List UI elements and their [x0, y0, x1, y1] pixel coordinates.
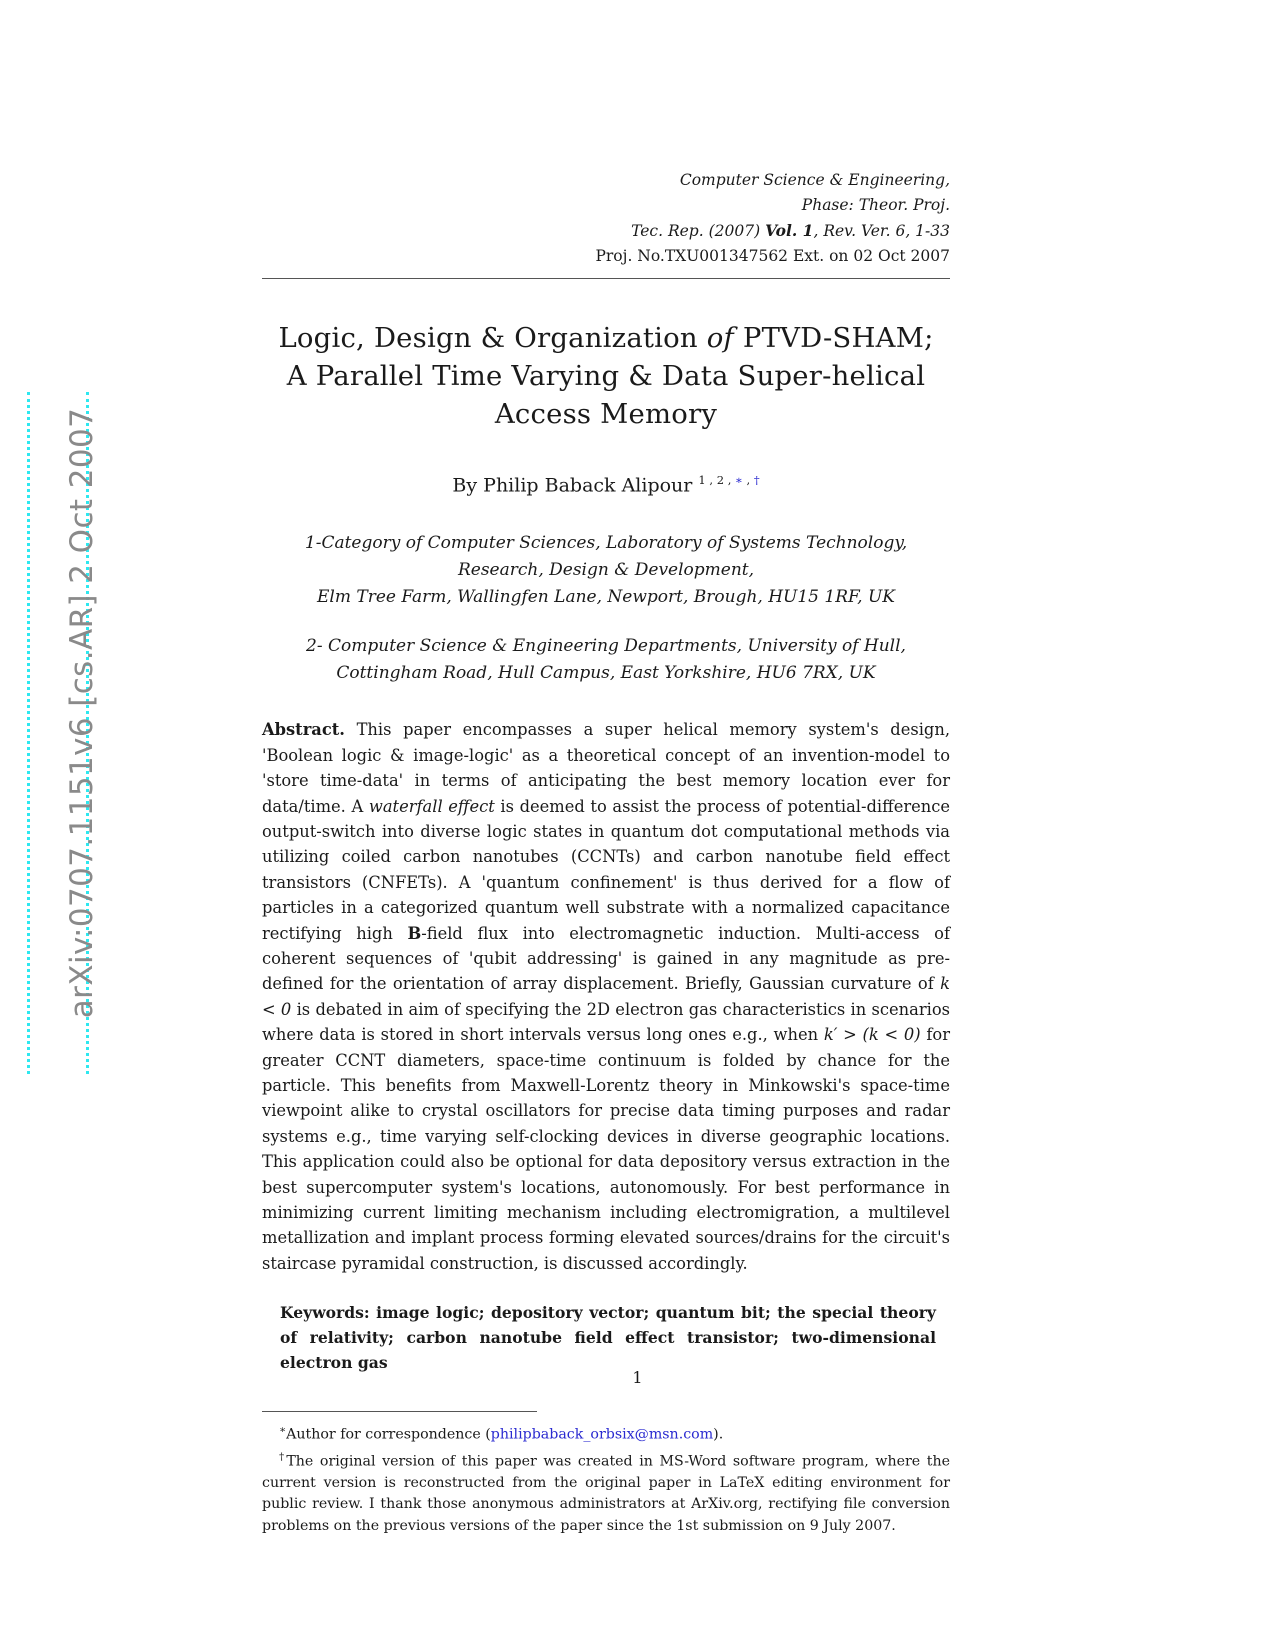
- footnote-version-note-text: The original version of this paper was created in MS-Word software program, where the current version is reconstructed from the original paper in LaTeX editing environment for public review. I thank those anonymous administrators at ArXiv.org, rectifying file conversion problems on the previous versions of the paper since the 1st submission on 9 July 2007.: [262, 1453, 950, 1534]
- author-footnote-marker-asterisk[interactable]: ∗: [735, 473, 743, 487]
- title-part-b: PTVD-SHAM;: [733, 322, 934, 354]
- affiliation-1-line-2: Research, Design & Development,: [457, 560, 755, 581]
- arxiv-stamp: [0, 390, 100, 1080]
- title-line-1: [278, 322, 933, 354]
- arxiv-identifier-text: arXiv:0707.1151v6 [cs.AR] 2 Oct 2007: [64, 407, 100, 1019]
- abstract-text-3: -field flux into electromagnetic induction. Multi-access of coherent sequences of 'qubit addressing' is gained in any magnitude as pre-defined for the orientation of array displacement. Briefly, Gaussian curvature of: [262, 923, 950, 994]
- abstract-text-2: is deemed to assist the process of potential-difference output-switch into diverse logic states in quantum dot computational methods via utilizing coiled carbon nanotubes (CCNTs) and carbon nanotube field effect transistors (CNFETs). A 'quantum confinement' is thus derived for a flow of particles in a categorized quantum well substrate with a normalized capacitance rectifying high: [262, 796, 950, 943]
- author-affil-marker-1: 1: [698, 473, 706, 487]
- abstract-section: [262, 717, 950, 1276]
- affiliation-2-line-1: 2- Computer Science & Engineering Departments, University of Hull,: [306, 636, 906, 657]
- abstract-math-k-negative: k < 0: [262, 974, 950, 1019]
- abstract-text-4: is debated in aim of specifying the 2D electron gas characteristics in scenarios where data is stored in short intervals versus long ones e.g., when: [262, 999, 950, 1045]
- journal-volume: Vol. 1: [765, 221, 814, 240]
- abstract-math-k-prime: k′ > (k < 0): [823, 1025, 921, 1045]
- abstract-bold-b-field: B: [407, 923, 422, 943]
- affiliation-2: [262, 633, 950, 687]
- keywords-line: Keywords: image logic; depository vector; quantum bit; the special theory of relativity; carbon nanotube field effect transistor; two-dimensional electron gas: [280, 1303, 936, 1373]
- footnote-version-note: [262, 1447, 950, 1538]
- footnotes-section: [262, 1420, 950, 1537]
- abstract-text-5: for greater CCNT diameters, space-time continuum is folded by chance for the particle. This benefits from Maxwell-Lorentz theory in Minkowski's space-time viewpoint alike to crystal oscillators for precise data timing purposes and radar systems e.g., time varying self-clocking devices in diverse geographic locations. This application could also be optional for data depository versus extraction in the best supercomputer system's locations, autonomously. For best performance in minimizing current limiting mechanism including electromigration, a multilevel metallization and implant process forming elevated sources/drains for the circuit's staircase pyramidal construction, is discussed accordingly.: [262, 1025, 950, 1273]
- stamp-dotted-line-left: [27, 392, 30, 1074]
- affiliation-1-line-3: Elm Tree Farm, Wallingfen Lane, Newport, Brough, HU15 1RF, UK: [316, 587, 895, 608]
- journal-project-number: Proj. No.TXU001347562 Ext. on 02 Oct 2007: [595, 247, 950, 265]
- abstract-italic-waterfall-effect: waterfall effect: [368, 796, 495, 816]
- author-marker-sep-2: ,: [724, 473, 736, 487]
- author-footnote-marker-dagger[interactable]: †: [753, 473, 760, 487]
- title-line-3: Access Memory: [494, 398, 718, 430]
- affiliation-1: [262, 530, 950, 611]
- footnote-correspondence: [262, 1420, 950, 1446]
- title-part-a: Logic, Design & Organization: [278, 322, 707, 354]
- journal-header-line-3: [262, 218, 950, 244]
- affiliation-1-line-1: 1-Category of Computer Sciences, Laboratory of Systems Technology,: [304, 533, 908, 554]
- author-name: By Philip Baback Alipour: [452, 474, 699, 497]
- abstract-text-1: This paper encompasses a super helical memory system's design, 'Boolean logic & image-logic' as a theoretical concept of an invention-model to 'store time-data' in terms of anticipating the best memory location ever for data/time. A: [262, 720, 950, 816]
- footnote-divider: [262, 1411, 537, 1412]
- footnote-correspondence-close: ).: [713, 1427, 724, 1443]
- page-title: [262, 319, 950, 433]
- journal-header-line-1: Computer Science & Engineering,: [679, 171, 950, 189]
- journal-volume-suffix: , Rev. Ver. 6, 1-33: [813, 222, 950, 240]
- footnote-marker-asterisk: ∗: [279, 1424, 287, 1437]
- page-number: 1: [632, 1368, 643, 1387]
- author-line: [262, 473, 950, 496]
- affiliation-2-line-2: Cottingham Road, Hull Campus, East Yorkshire, HU6 7RX, UK: [336, 663, 876, 684]
- author-marker-sep-1: ,: [705, 473, 717, 487]
- page-content: [262, 0, 950, 1537]
- title-part-of: of: [706, 322, 734, 354]
- author-marker-sep-3: ,: [742, 473, 754, 487]
- author-email-link[interactable]: philipbaback_orbsix@msn.com: [490, 1427, 714, 1443]
- footnote-marker-dagger: †: [279, 1450, 287, 1463]
- journal-volume-prefix: Tec. Rep. (2007): [631, 222, 766, 240]
- footnote-correspondence-text: Author for correspondence (: [286, 1427, 491, 1443]
- journal-header-line-2: Phase: Theor. Proj.: [801, 196, 950, 214]
- title-line-2: A Parallel Time Varying & Data Super-helical: [286, 360, 926, 392]
- author-affil-marker-2: 2: [716, 473, 725, 487]
- abstract-label: Abstract.: [262, 720, 345, 740]
- journal-header: [262, 168, 950, 279]
